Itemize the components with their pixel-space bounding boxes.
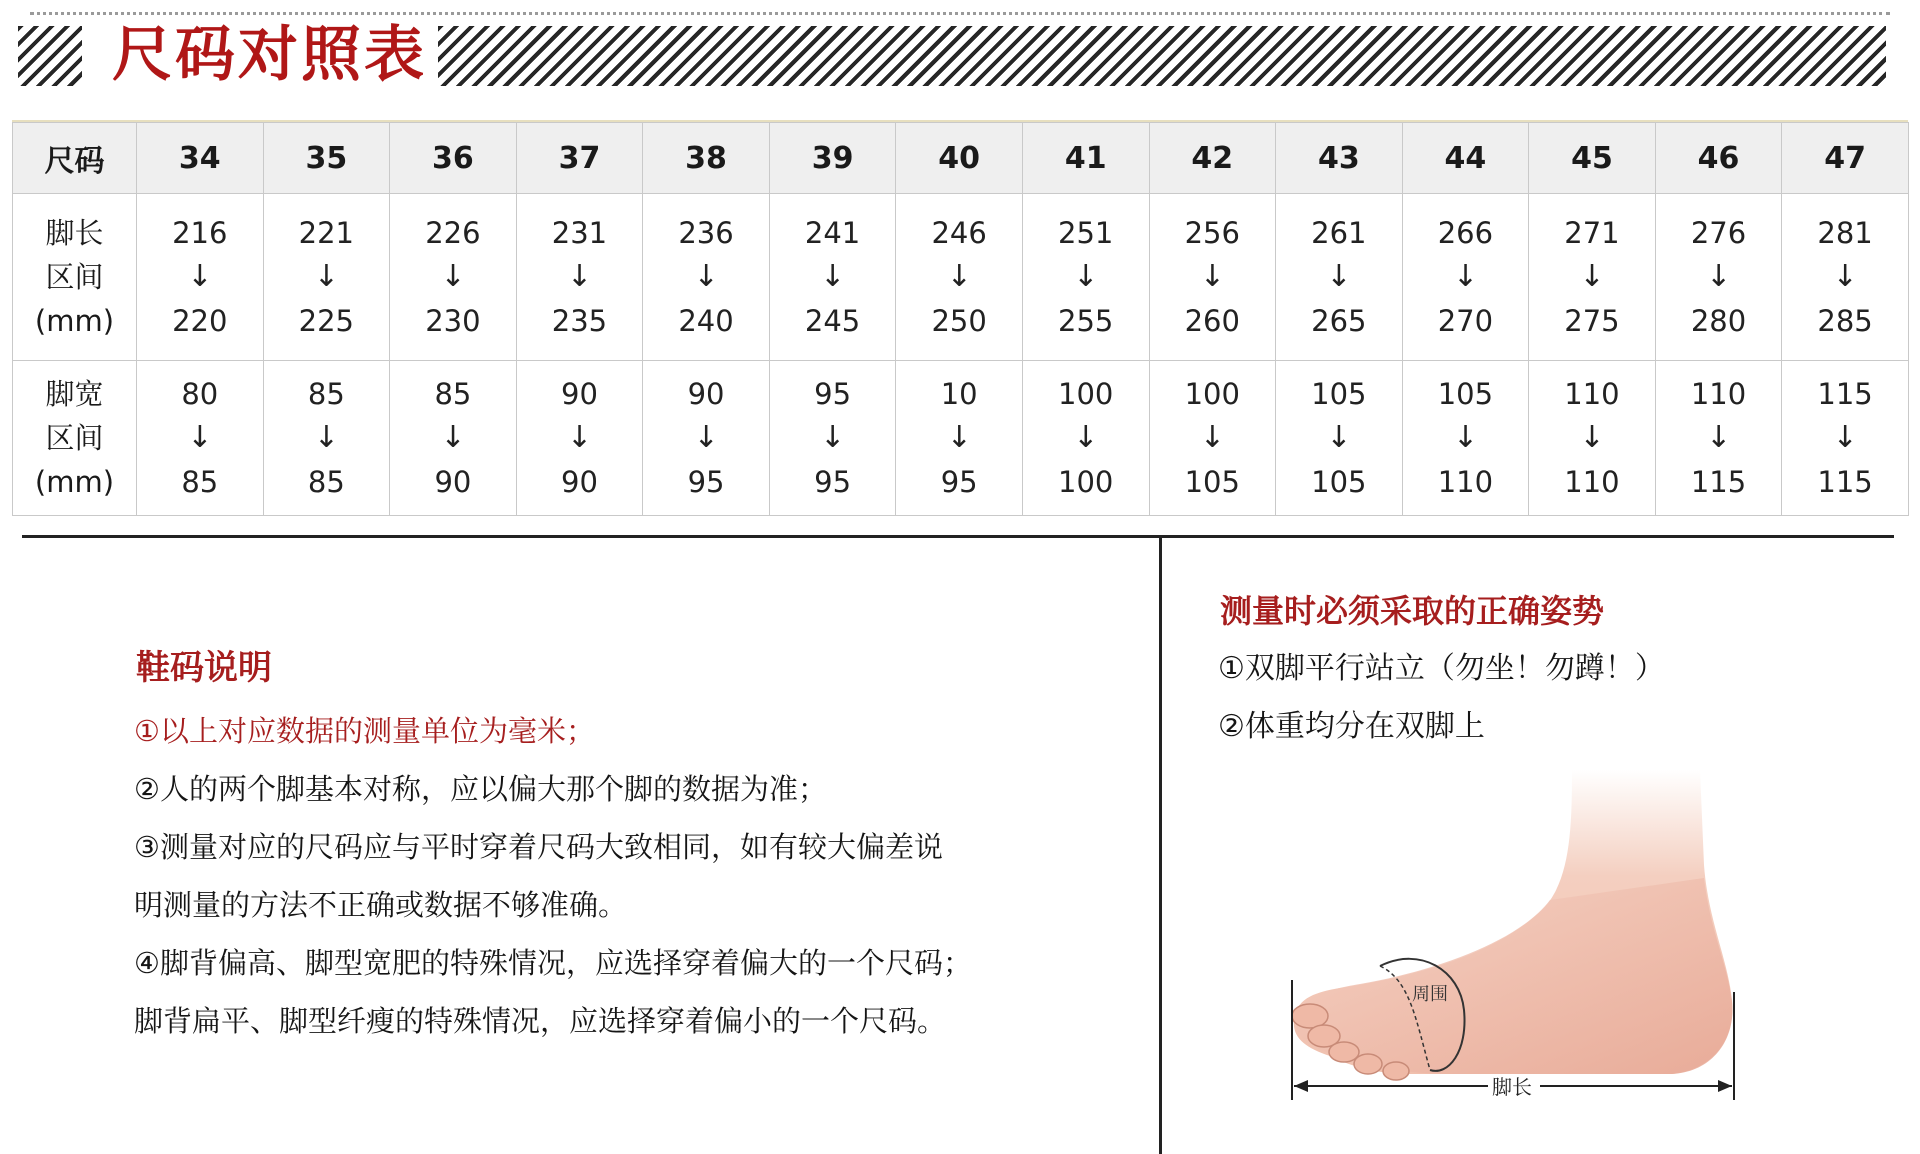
foot-width-row (13, 361, 1909, 516)
note-item: ④脚背偏高、脚型宽肥的特殊情况，应选择穿着偏大的一个尺码； (134, 946, 972, 980)
size-header-cell: 35 (263, 123, 390, 194)
foot-width-label-line: 区间 (45, 421, 104, 455)
posture-item: ②体重均分在双脚上 (1218, 709, 1485, 744)
foot-measurement-illustration (1280, 770, 1760, 1110)
width-range-cell (769, 361, 896, 516)
width-max-value: 115 (1817, 465, 1873, 499)
length-range-cell (1655, 194, 1782, 361)
down-arrow-icon: ↓ (1579, 259, 1605, 294)
length-min-value: 216 (172, 216, 228, 250)
top-dotted-rule (30, 12, 1890, 15)
girth-label: 周围 (1412, 984, 1448, 1005)
length-max-value: 230 (425, 304, 481, 338)
length-min-value: 221 (298, 216, 355, 250)
length-min-value: 256 (1184, 216, 1240, 250)
width-range-cell (390, 361, 517, 516)
down-arrow-icon: ↓ (440, 259, 466, 294)
down-arrow-icon: ↓ (1452, 259, 1478, 294)
length-min-value: 231 (551, 216, 608, 250)
width-range-cell (643, 361, 770, 516)
down-arrow-icon: ↓ (187, 259, 213, 294)
length-min-value: 241 (804, 216, 861, 250)
width-max-value: 95 (814, 465, 852, 499)
size-header-cell: 34 (137, 123, 264, 194)
width-max-value: 100 (1058, 465, 1114, 499)
size-header-cell: 42 (1149, 123, 1276, 194)
width-max-value: 85 (181, 465, 219, 499)
down-arrow-icon: ↓ (1832, 420, 1858, 455)
length-max-value: 270 (1437, 304, 1494, 338)
foot-width-label-line: 脚宽 (45, 377, 104, 411)
down-arrow-icon: ↓ (1579, 420, 1605, 455)
down-arrow-icon: ↓ (313, 420, 339, 455)
down-arrow-icon: ↓ (440, 420, 466, 455)
width-max-value: 95 (687, 465, 725, 499)
width-max-value: 110 (1564, 465, 1620, 499)
length-min-value: 261 (1311, 216, 1367, 250)
length-min-value: 271 (1564, 216, 1620, 250)
width-max-value: 95 (940, 465, 978, 499)
down-arrow-icon: ↓ (1326, 259, 1352, 294)
width-range-cell (1655, 361, 1782, 516)
width-range-cell (1402, 361, 1529, 516)
posture-heading: 测量时必须采取的正确姿势 (1220, 592, 1605, 630)
section-divider-vertical (1159, 537, 1162, 1154)
note-item: ①以上对应数据的测量单位为毫米； (134, 714, 595, 748)
down-arrow-icon: ↓ (946, 420, 972, 455)
length-min-value: 251 (1058, 216, 1114, 250)
down-arrow-icon: ↓ (1199, 259, 1225, 294)
posture-item: ①双脚平行站立（勿坐！勿蹲！） (1218, 651, 1665, 686)
width-max-value: 85 (307, 465, 345, 499)
length-range-cell (1022, 194, 1149, 361)
width-max-value: 115 (1690, 465, 1747, 499)
size-header-cell: 47 (1782, 123, 1909, 194)
note-item: 明测量的方法不正确或数据不够准确。 (134, 888, 628, 922)
length-min-value: 266 (1437, 216, 1494, 250)
page-title: 尺码对照表 (112, 20, 427, 90)
width-min-value: 90 (561, 377, 598, 411)
width-max-value: 110 (1437, 465, 1494, 499)
length-max-value: 280 (1690, 304, 1747, 338)
length-range-cell (390, 194, 517, 361)
length-min-value: 281 (1817, 216, 1873, 250)
down-arrow-icon: ↓ (946, 259, 972, 294)
section-divider-horizontal (22, 535, 1894, 538)
length-min-value: 276 (1690, 216, 1747, 250)
length-min-value: 226 (425, 216, 481, 250)
size-chart-table (12, 122, 1909, 516)
length-range-cell (1149, 194, 1276, 361)
title-hatch-right (438, 26, 1886, 86)
length-range-cell (1529, 194, 1656, 361)
foot-width-label-line: (mm) (34, 465, 115, 499)
down-arrow-icon: ↓ (820, 420, 846, 455)
down-arrow-icon: ↓ (313, 259, 339, 294)
down-arrow-icon: ↓ (566, 420, 593, 455)
length-max-value: 240 (678, 304, 734, 338)
length-range-cell (1402, 194, 1529, 361)
foot-length-label-line: 脚长 (45, 216, 104, 250)
note-item: ②人的两个脚基本对称，应以偏大那个脚的数据为准； (134, 772, 827, 806)
length-min-value: 236 (678, 216, 734, 250)
size-header-row (13, 123, 1909, 194)
width-min-value: 115 (1817, 377, 1873, 411)
down-arrow-icon: ↓ (1073, 420, 1099, 455)
size-header-cell: 45 (1529, 123, 1656, 194)
width-range-cell (137, 361, 264, 516)
width-range-cell (516, 361, 643, 516)
length-arrow-right (1718, 1080, 1732, 1092)
foot-shape (1296, 878, 1733, 1074)
width-range-cell (1149, 361, 1276, 516)
down-arrow-icon: ↓ (693, 259, 719, 294)
down-arrow-icon: ↓ (820, 259, 846, 294)
width-max-value: 90 (434, 465, 472, 499)
length-range-cell (643, 194, 770, 361)
length-max-value: 285 (1817, 304, 1873, 338)
down-arrow-icon: ↓ (693, 420, 719, 455)
foot-length-label-line: (mm) (34, 304, 115, 338)
down-arrow-icon: ↓ (1199, 420, 1225, 455)
width-min-value: 10 (940, 377, 978, 411)
width-min-value: 110 (1690, 377, 1747, 411)
down-arrow-icon: ↓ (1326, 420, 1352, 455)
width-min-value: 105 (1311, 377, 1367, 411)
down-arrow-icon: ↓ (566, 259, 593, 294)
down-arrow-icon: ↓ (1832, 259, 1858, 294)
size-header-cell: 46 (1655, 123, 1782, 194)
notes-heading: 鞋码说明 (136, 648, 272, 688)
width-min-value: 105 (1437, 377, 1494, 411)
size-header-cell: 41 (1022, 123, 1149, 194)
width-min-value: 100 (1058, 377, 1114, 411)
length-max-value: 265 (1311, 304, 1367, 338)
width-range-cell (1782, 361, 1909, 516)
length-label: 脚长 (1492, 1075, 1532, 1099)
size-header-cell: 38 (643, 123, 770, 194)
size-header-cell: 44 (1402, 123, 1529, 194)
width-range-cell (896, 361, 1023, 516)
length-range-cell (1782, 194, 1909, 361)
length-max-value: 255 (1058, 304, 1114, 338)
length-max-value: 250 (931, 304, 987, 338)
width-max-value: 105 (1184, 465, 1240, 499)
length-range-cell (263, 194, 390, 361)
title-hatch-left (18, 26, 82, 86)
width-range-cell (1276, 361, 1403, 516)
width-min-value: 85 (434, 377, 472, 411)
length-max-value: 245 (804, 304, 861, 338)
width-min-value: 100 (1184, 377, 1240, 411)
length-max-value: 235 (551, 304, 608, 338)
down-arrow-icon: ↓ (1705, 420, 1732, 455)
corner-label: 尺码 (13, 123, 137, 194)
notes-list (134, 702, 1114, 1050)
width-min-value: 95 (814, 377, 852, 411)
length-max-value: 260 (1184, 304, 1240, 338)
foot-length-label-line: 区间 (45, 260, 104, 294)
width-max-value: 90 (561, 465, 598, 499)
width-min-value: 90 (687, 377, 725, 411)
down-arrow-icon: ↓ (1705, 259, 1732, 294)
note-item: 脚背扁平、脚型纤瘦的特殊情况，应选择穿着偏小的一个尺码。 (134, 1004, 947, 1038)
width-max-value: 105 (1311, 465, 1367, 499)
foot-length-row (13, 194, 1909, 361)
length-max-value: 225 (298, 304, 355, 338)
length-max-value: 275 (1564, 304, 1620, 338)
width-range-cell (1022, 361, 1149, 516)
length-arrow-left (1294, 1080, 1308, 1092)
width-range-cell (263, 361, 390, 516)
posture-list (1218, 640, 1665, 756)
width-min-value: 80 (181, 377, 219, 411)
length-range-cell (896, 194, 1023, 361)
foot-width-label (13, 361, 137, 516)
down-arrow-icon: ↓ (1073, 259, 1099, 294)
width-min-value: 110 (1564, 377, 1620, 411)
foot-length-label (13, 194, 137, 361)
size-header-cell: 37 (516, 123, 643, 194)
length-range-cell (1276, 194, 1403, 361)
length-range-cell (137, 194, 264, 361)
size-header-cell: 43 (1276, 123, 1403, 194)
length-range-cell (769, 194, 896, 361)
length-min-value: 246 (931, 216, 987, 250)
size-header-cell: 39 (769, 123, 896, 194)
down-arrow-icon: ↓ (1452, 420, 1478, 455)
width-min-value: 85 (307, 377, 345, 411)
size-header-cell: 36 (390, 123, 517, 194)
length-max-value: 220 (172, 304, 228, 338)
note-item: ③测量对应的尺码应与平时穿着尺码大致相同，如有较大偏差说 (134, 830, 943, 864)
length-range-cell (516, 194, 643, 361)
down-arrow-icon: ↓ (187, 420, 213, 455)
size-header-cell: 40 (896, 123, 1023, 194)
width-range-cell (1529, 361, 1656, 516)
